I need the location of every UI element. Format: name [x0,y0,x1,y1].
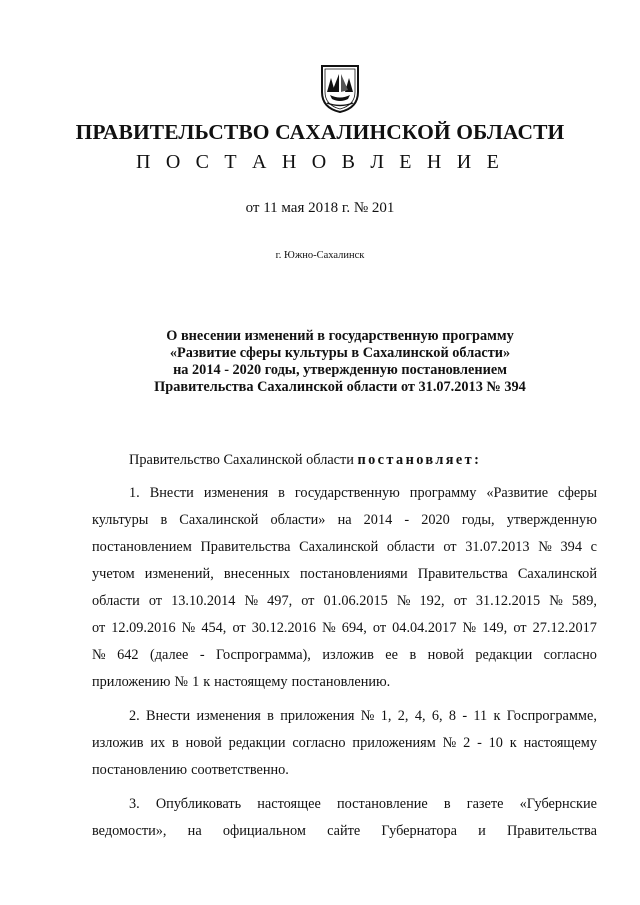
paragraph-3 [92,791,597,845]
word: № [244,593,259,609]
word: 2020 [421,512,450,528]
preamble-verb: постановляет: [357,452,482,468]
word: к [203,674,211,690]
subject-line: Правительства Сахалинской области от 31.07.2013 № 394 [154,379,526,395]
word: «Развитие [486,485,549,501]
word: 1 [192,674,200,690]
word: от [372,620,387,636]
word: утвержденную [506,512,597,528]
word: № [360,708,375,724]
word: от [232,620,246,636]
word: согласно [543,647,597,663]
subject-line: О внесении изменений в государственную программу [166,328,514,344]
text-line [92,642,597,669]
word: настоящему [214,674,288,690]
word: изложив [322,647,374,663]
word: Госпрограмма), [216,647,311,663]
paragraph-1 [92,480,597,696]
word: настоящему [523,735,597,751]
word: официальном [222,823,306,839]
word: - [477,735,482,751]
word: 2 [463,735,471,751]
text-line [92,669,597,696]
word: сферы [558,485,597,501]
word: согласно [292,735,346,751]
word: к [509,735,517,751]
word: постановлению [92,762,188,778]
word: редакции [475,647,533,663]
word: в [160,512,168,528]
word: (далее [150,647,189,663]
text-line [92,480,597,507]
word: от [92,620,106,636]
word: области» [270,512,326,528]
word: № [462,620,477,636]
word: 11 [473,708,488,724]
word: Госпрограмме, [506,708,597,724]
word: от [443,539,457,555]
word: 1, [380,708,392,724]
word: 394 [560,539,582,555]
coat-of-arms-icon [318,62,362,114]
word: Опубликовать [155,796,242,812]
word: Сахалинской [517,566,597,582]
text-line [92,534,597,561]
word: области [92,593,140,609]
word: новой [427,647,464,663]
word: 3. [129,796,140,812]
word: 1. [129,485,140,501]
word: программу [409,485,477,501]
word: в [267,708,274,724]
government-name: ПРАВИТЕЛЬСТВО САХАЛИНСКОЙ ОБЛАСТИ [75,120,565,144]
word: от [453,593,467,609]
text-line [92,757,597,784]
decree-body [92,440,597,845]
word: 2, [397,708,409,724]
word: и [478,823,486,839]
word: № [92,647,106,663]
word: изменения [203,485,269,501]
word: 04.04.2017 [392,620,457,636]
word: Правительства [200,539,291,555]
text-line [92,615,597,642]
word: редакции [228,735,286,751]
word: учетом [92,566,135,582]
word: 12.09.2016 [111,620,176,636]
word: изменений, [144,566,214,582]
word: 31.12.2015 [475,593,541,609]
word: Внести [149,485,194,501]
word: - [199,647,205,663]
word: 589, [571,593,597,609]
word: 2. [129,708,140,724]
word: государственную [294,485,400,501]
word: на [337,512,352,528]
word: 2014 [363,512,393,528]
word: № [442,735,457,751]
text-line [92,588,597,615]
word: 13.10.2014 [171,593,236,609]
word: изложив [92,735,144,751]
word: внесенных [223,566,290,582]
word: Правительства [417,566,508,582]
word: Правительства [506,823,597,839]
word: 6, [431,708,443,724]
word: - [404,512,410,528]
subject-line: на 2014 - 2020 годы, утвержденную постановлением [173,362,507,378]
word: от [301,593,315,609]
word: в [409,647,417,663]
word: постановлениями [300,566,408,582]
word: настоящее [257,796,321,812]
word: - [462,708,468,724]
word: № [322,620,336,636]
word: культуры [92,512,149,528]
paragraph-2 [92,703,597,784]
text-line [92,791,597,818]
preamble-text: Правительство Сахалинской области [129,452,358,468]
decree-subject [60,328,620,396]
word: сайте [327,823,361,839]
word: соответственно. [191,762,289,778]
word: новой [185,735,222,751]
word: 192, [419,593,445,609]
word: «Губернские [519,796,597,812]
word: ее [385,647,398,663]
word: области [386,539,435,555]
subject-line: «Развитие сферы культуры в Сахалинской области» [169,345,511,361]
word: № [181,620,196,636]
date-and-number: от 11 мая 2018 г. № 201 [245,200,395,216]
preamble [92,440,597,480]
word: Сахалинской [299,539,379,555]
word: 31.07.2013 [465,539,530,555]
word: № [538,539,552,555]
text-line [92,730,597,757]
word: № [549,593,563,609]
word: приложения [280,708,355,724]
word: приложению [92,674,171,690]
text-line [92,507,597,534]
word: годы, [461,512,495,528]
word: приложениям [352,735,436,751]
document-type: П О С Т А Н О В Л Е Н И Е [136,151,504,173]
word: 10 [488,735,503,751]
word: № [396,593,411,609]
word: 27.12.2017 [532,620,597,636]
word: постановление [336,796,428,812]
word: 694, [341,620,367,636]
word: на [187,823,202,839]
word: ведомости», [92,823,167,839]
word: с [590,539,597,555]
word: к [493,708,501,724]
word: 30.12.2016 [251,620,317,636]
word: от [513,620,527,636]
word: от [148,593,163,609]
text-line [92,703,597,730]
word: в [443,796,451,812]
word: 01.06.2015 [323,593,388,609]
word: 497, [267,593,293,609]
word: 642 [117,647,139,663]
word: Губернатора [381,823,457,839]
word: изменения [196,708,261,724]
city: г. Южно-Сахалинск [275,250,365,261]
word: в [278,485,285,501]
word: в [171,735,179,751]
text-line [92,561,597,588]
word: № [174,674,189,690]
word: 454, [201,620,227,636]
word: Сахалинской [179,512,259,528]
word: постановлением [92,539,192,555]
word: Внести [146,708,191,724]
word: их [150,735,166,751]
word: 149, [482,620,508,636]
word: газете [466,796,504,812]
word: 4, [414,708,426,724]
word: постановлению. [291,674,391,690]
text-line [92,818,597,845]
word: 8 [448,708,457,724]
